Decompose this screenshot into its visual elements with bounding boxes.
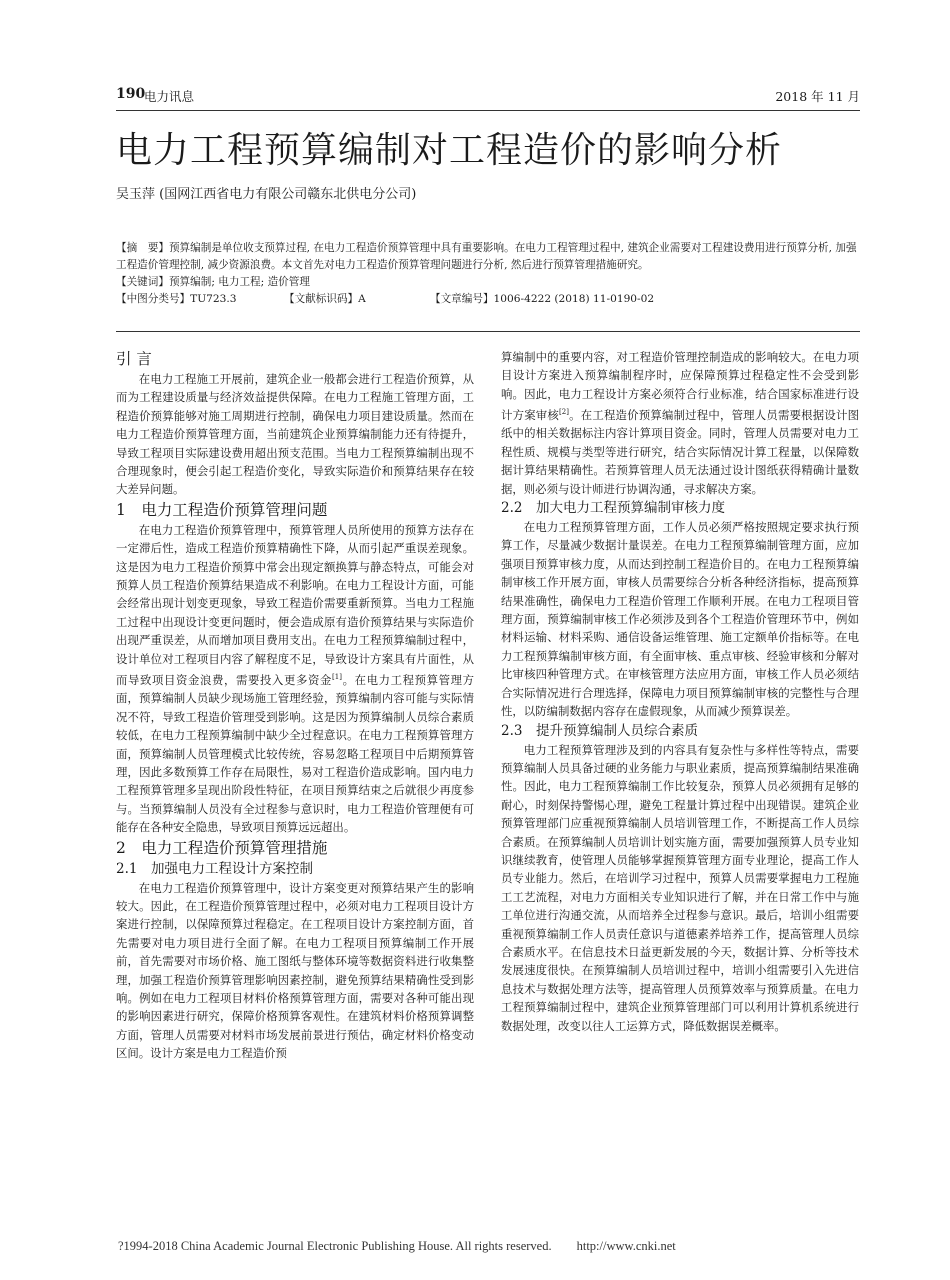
journal-name: 电力讯息: [144, 89, 195, 104]
right-column: [501, 348, 859, 1035]
subsection-heading-2-3: 2.3 提升预算编制人员综合素质: [501, 722, 698, 739]
document-code: 【文献标识码】A: [284, 293, 366, 305]
section-heading-intro: 引 言: [116, 350, 152, 368]
abstract-block: [116, 240, 860, 308]
article-title: 电力工程预算编制对工程造价的影响分析: [116, 130, 783, 171]
classification-number: 【中图分类号】TU723.3: [116, 293, 237, 305]
article-meta-row: [116, 291, 860, 308]
abstract-divider: [116, 331, 860, 332]
abstract-text: 【摘 要】预算编制是单位收支预算过程, 在电力工程造价预算管理中具有重要影响。在电力工程管理过程中, 建筑企业需要对工程建设费用进行预算分析, 加强工程造价管理控制, 减少资源浪费。本文首先对电力工程造价预算管理问题进行分析, 然后进行预算管理措施研究。: [116, 242, 857, 271]
intro-paragraph: 在电力工程施工开展前，建筑企业一般都会进行工程造价预算，从而为工程建设质量与经济效益提供保障。在电力工程施工管理方面，工程造价预算能够对施工周期进行控制，确保电力项目建设质量。然而在电力工程造价预算管理方面，当前建筑企业预算编制能力还有待提升，导致工程项目实际建设费用超出预支范围。当电力工程预算编制出现不合理现象时，便会引起工程造价变化，导致实际造价和预算结果存在较大差异问题。: [116, 372, 474, 497]
issue-date: 2018 年 11 月: [775, 89, 860, 104]
citation-2: [2]: [559, 408, 569, 417]
citation-1: [1]: [332, 673, 342, 682]
subsection-heading-2-1: 2.1 加强电力工程设计方案控制: [116, 860, 313, 877]
section-2-3-paragraph: 电力工程预算管理涉及到的内容具有复杂性与多样性等特点，需要预算编制人员具备过硬的业务能力与职业素质，提高预算编制结果准确性。因此，电力工程预算编制工作比较复杂，预算人员必须拥有足够的耐心，时刻保持警惕心理，避免工程量计算过程中出现错误。建筑企业预算管理部门应重视预算编制人员培训管理工作，不断提高工作人员综合素质。在预算编制人员培训计划实施方面，需要加强预算人员专业知识继续教育，使管理人员能够掌握预算管理方面专业理论，提高工作人员专业能力。然后，在培训学习过程中，预算人员需要掌握电力工程施工工艺流程，对电力方面相关专业知识进行了解，并在日常工作中与施工单位进行沟通交流，从而培养全过程参与意识。最后，培训小组需要重视预算编制工作人员责任意识与道德素养培养工作，提高管理人员综合素质水平。在信息技术日益更新发展的今天，数据计算、分析等技术发展速度很快。在预算编制人员培训过程中，培训小组需要引入先进信息技术与数据处理方法等，提高管理人员预算效率与预算质量。在电力工程预算编制过程中，建筑企业预算管理部门可以利用计算机系统进行数据处理，改变以往人工运算方式，降低数据误差概率。: [501, 742, 859, 1033]
section-2-1-text-b: 。在工程造价预算编制过程中，管理人员需要根据设计图纸中的相关数据标注内容计算项目资金。同时，管理人员需要对电力工程性质、规模与类型等进行研究，结合实际情况计算工程量，以保障数据计算结果精确性。若预算管理人员无法通过设计图纸获得精确计量数据，则必须与设计师进行协调沟通，寻求解决方案。: [501, 408, 859, 496]
page-number: 190: [116, 86, 146, 102]
page-header: [116, 86, 860, 108]
subsection-heading-2-2: 2.2 加大电力工程预算编制审核力度: [501, 500, 725, 517]
article-id: 【文章编号】1006-4222 (2018) 11-0190-02: [430, 293, 655, 305]
left-column: [116, 348, 474, 1063]
section-2-2-paragraph: 在电力工程预算管理方面，工作人员必须严格按照规定要求执行预算工作，尽量减少数据计量误差。在电力工程预算编制管理方面，应加强项目预算审核力度，从而达到控制工程造价目的。在电力工程预算编制审核工作开展方面，审核人员需要综合分析各种经济指标，提高预算结果准确性，确保电力工程造价管理工作顺利开展。在电力工程项目管理方面，预算编制审核工作必须涉及到各个工程造价管理环节中，例如材料运输、材料采购、通信设备运维管理、施工定额单价指标等。在电力工程预算编制审核方面，有全面审核、重点审核、经验审核和分解对比审核四种管理方式。在审核管理方法应用方面，审核工作人员必须结合实际情况进行合理选择，保障电力项目预算编制审核的完整性与合理性，以防编制数据内容存在虚假现象，从而减少预算误差。: [501, 520, 859, 719]
section-heading-2: 2 电力工程造价预算管理措施: [116, 838, 328, 857]
author-affiliation: 吴玉萍 (国网江西省电力有限公司赣东北供电分公司): [116, 187, 417, 202]
section-2-1-continued: [501, 348, 859, 498]
copyright-footer: ?1994-2018 China Academic Journal Electronic Publishing House. All rights reserved. http://www.cnki.net: [118, 1239, 676, 1253]
section-2-1-paragraph: 在电力工程造价预算管理中，设计方案变更对预算结果产生的影响较大。因此，在工程造价预算管理过程中，必须对电力工程项目设计方案进行控制，以保障预算过程稳定。在工程项目设计方案控制方面，首先需要对电力项目进行全面了解。在电力工程项目预算编制工作开展前，首先需要对市场价格、施工图纸与整体环境等数据资料进行收集整理，加强工程造价预算管理影响因素控制，避免预算结果精确性受到影响。例如在电力工程项目材料价格预算管理方面，需要对各种可能出现的影响因素进行研究，保障价格预算客观性。在建筑材料价格预算调整方面，管理人员需要对材料市场发展前景进行预估，确定材料价格变动区间。设计方案是电力工程造价预: [116, 880, 474, 1061]
section-1-text-b: 。在电力工程预算管理方面，预算编制人员缺少现场施工管理经验，预算编制内容可能与实际情况不符，导致工程造价管理受到影响。这是因为预算编制人员综合素质较低，在电力工程预算编制中缺少全过程意识。在电力工程预算管理方面，预算编制人员管理模式比较传统，容易忽略工程项目中后期预算管理，因此多数预算工作存在局限性，易对工程造价造成影响。国内电力工程预算管理多呈现出阶段性特征，在项目预算结束之后就很少再度参与。当预算编制人员没有全过程参与意识时，电力工程造价管理便有可能存在各种安全隐患，导致项目预算远远超出。: [116, 672, 474, 835]
header-divider: [116, 110, 860, 111]
section-1-paragraph: [116, 521, 474, 837]
keywords: 【关键词】预算编制; 电力工程; 造价管理: [116, 276, 310, 288]
section-1-text-a: 在电力工程造价预算管理中，预算管理人员所使用的预算方法存在一定滞后性，造成工程造价预算精确性下降，从而引起严重误差现象。这是因为电力工程造价预算中常会出现定额换算与静态特点，可能会对预算人员工程造价预算结果造成不利影响。在电力工程设计方面，可能会经常出现计划变更现象，导致工程造价需要重新预算。当电力工程施工过程中出现设计变更问题时，便会造成原有造价预算结果与实际造价出现严重误差，从而增加项目费用支出。在电力工程预算编制过程中，设计单位对工程项目内容了解程度不足，导致设计方案具有片面性，从而导致项目资金浪费，需要投入更多资金: [116, 522, 474, 687]
section-2-1-text-a: 算编制中的重要内容，对工程造价管理控制造成的影响较大。在电力项目设计方案进入预算编制程序时，应保障预算过程稳定性不会受到影响。因此，电力工程设计方案必须符合行业标准，结合国家标准进行设计方案审核: [501, 350, 859, 423]
section-heading-1: 1 电力工程造价预算管理问题: [116, 500, 328, 519]
